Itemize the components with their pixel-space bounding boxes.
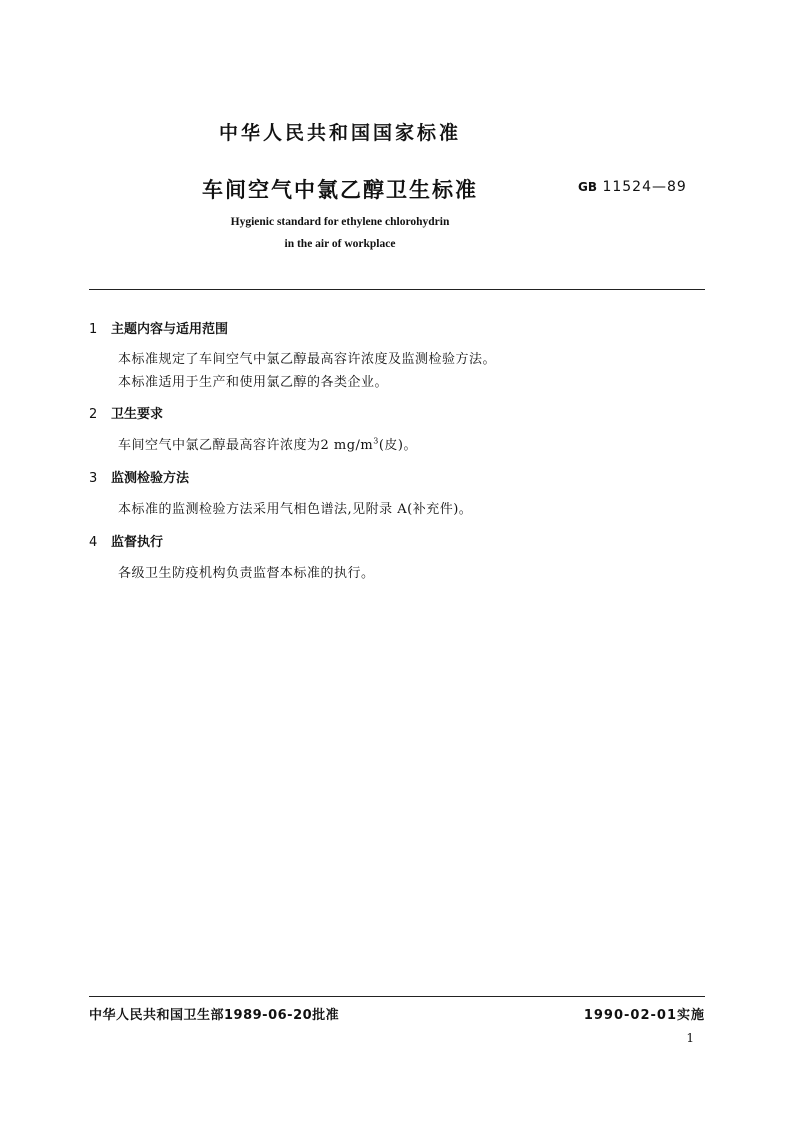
section-number: 3 xyxy=(89,471,98,486)
section-number: 2 xyxy=(89,407,98,422)
section-title: 监督执行 xyxy=(111,535,164,550)
section-1-paragraph-1: 本标准规定了车间空气中氯乙醇最高容许浓度及监测检验方法。 xyxy=(118,352,497,367)
section-title: 卫生要求 xyxy=(111,407,164,422)
section-number: 1 xyxy=(89,322,98,337)
approval-info: 中华人民共和国卫生部1989-06-20批准 xyxy=(89,1008,340,1023)
section-2-heading xyxy=(89,403,163,422)
english-title-line1: Hygienic standard for ethylene chlorohydrin xyxy=(230,216,450,228)
paragraph-text: 车间空气中氯乙醇最高容许浓度为2 mg/m xyxy=(118,438,374,453)
superscript: 3 xyxy=(373,436,379,446)
paragraph-text-end: (皮)。 xyxy=(378,438,418,453)
section-1-paragraph-2: 本标准适用于生产和使用氯乙醇的各类企业。 xyxy=(118,375,389,390)
header-divider xyxy=(89,289,705,290)
english-title-line2: in the air of workplace xyxy=(284,238,396,250)
implementation-date: 1990-02-01实施 xyxy=(583,1008,705,1023)
section-4-paragraph: 各级卫生防疫机构负责监督本标准的执行。 xyxy=(118,566,375,581)
section-1-heading xyxy=(89,318,228,337)
page-number: 1 xyxy=(686,1031,694,1045)
standard-code xyxy=(578,179,687,195)
document-title: 车间空气中氯乙醇卫生标准 xyxy=(202,178,478,202)
standard-prefix: GB xyxy=(578,180,597,194)
section-3-paragraph: 本标准的监测检验方法采用气相色谱法,见附录 A(补充件)。 xyxy=(118,502,473,517)
standard-number: 11524—89 xyxy=(602,179,687,195)
section-2-paragraph xyxy=(118,434,417,453)
section-3-heading xyxy=(89,467,189,486)
section-number: 4 xyxy=(89,535,98,550)
national-standard-label: 中华人民共和国国家标准 xyxy=(218,122,461,144)
section-title: 主题内容与适用范围 xyxy=(111,322,229,337)
section-4-heading xyxy=(89,531,163,550)
section-title: 监测检验方法 xyxy=(111,471,190,486)
footer-divider xyxy=(89,996,705,997)
